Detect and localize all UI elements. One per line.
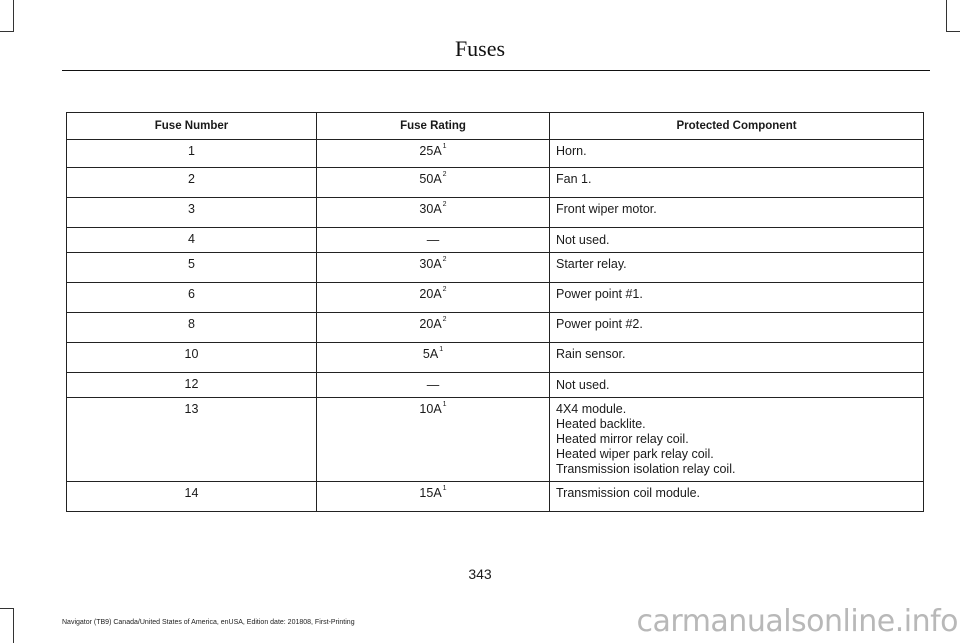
fuse-rating-value: 20A <box>419 287 442 301</box>
crop-mark-top-right-h <box>946 31 960 32</box>
protected-component-text: Fan 1. <box>556 172 592 186</box>
fuse-table <box>66 112 924 512</box>
protected-component-text: Transmission isolation relay coil. <box>556 462 736 476</box>
fuse-rating-cell <box>317 140 550 168</box>
protected-component-cell <box>550 482 924 512</box>
footnote-marker: 2 <box>442 171 447 178</box>
table-row <box>67 313 924 343</box>
fuse-number-cell: 3 <box>67 198 317 228</box>
protected-component-cell <box>550 168 924 198</box>
fuse-rating-cell <box>317 198 550 228</box>
fuse-rating-cell <box>317 168 550 198</box>
table-row <box>67 228 924 253</box>
fuse-rating-value: 30A <box>419 257 442 271</box>
protected-component-text: Transmission coil module. <box>556 486 701 500</box>
protected-component-text: Heated mirror relay coil. <box>556 432 689 446</box>
protected-component-cell <box>550 140 924 168</box>
fuse-table-body <box>67 140 924 512</box>
protected-component-cell <box>550 253 924 283</box>
protected-component-text: Not used. <box>556 378 610 392</box>
protected-component-cell <box>550 398 924 482</box>
table-header-row <box>67 113 924 140</box>
fuse-rating-cell <box>317 253 550 283</box>
protected-component-cell <box>550 228 924 253</box>
fuse-rating-value: — <box>426 233 440 247</box>
fuse-rating-cell <box>317 313 550 343</box>
page-title: Fuses <box>454 36 506 61</box>
fuse-number-cell: 12 <box>67 373 317 398</box>
crop-mark-top-left-h <box>0 31 14 32</box>
fuse-rating-value: 10A <box>419 402 442 416</box>
protected-component-text: Not used. <box>556 233 610 247</box>
footnote-marker: 1 <box>442 401 447 408</box>
fuse-rating-cell <box>317 398 550 482</box>
crop-mark-bottom-left-v <box>13 608 14 643</box>
header-rule <box>62 70 930 71</box>
fuse-number-cell: 10 <box>67 343 317 373</box>
protected-component-text: Front wiper motor. <box>556 202 657 216</box>
page-number: 343 <box>468 566 492 582</box>
protected-component-text: 4X4 module. <box>556 402 627 416</box>
protected-component-cell <box>550 198 924 228</box>
protected-component-text: Horn. <box>556 144 587 158</box>
table-row <box>67 283 924 313</box>
fuse-rating-value: 20A <box>419 317 442 331</box>
fuse-rating-cell <box>317 228 550 253</box>
crop-mark-top-right-v <box>946 0 947 32</box>
fuse-number-cell: 6 <box>67 283 317 313</box>
fuse-rating-value: 5A <box>422 347 439 361</box>
table-row <box>67 482 924 512</box>
crop-mark-top-left-v <box>13 0 14 32</box>
fuse-number-cell: 1 <box>67 140 317 168</box>
fuse-rating-value: 15A <box>419 486 442 500</box>
table-row <box>67 168 924 198</box>
fuse-number-cell: 5 <box>67 253 317 283</box>
fuse-rating-value: 50A <box>419 172 442 186</box>
fuse-rating-value: — <box>426 378 440 392</box>
watermark: carmanualsonline.info <box>636 604 958 639</box>
footnote-marker: 2 <box>442 286 447 293</box>
protected-component-text: Power point #1. <box>556 287 643 301</box>
fuse-number-cell: 8 <box>67 313 317 343</box>
column-header-fuse-rating: Fuse Rating <box>317 113 550 140</box>
fuse-number-cell: 4 <box>67 228 317 253</box>
table-row <box>67 198 924 228</box>
fuse-number-cell: 14 <box>67 482 317 512</box>
table-row <box>67 253 924 283</box>
table-row <box>67 398 924 482</box>
fuse-rating-cell <box>317 482 550 512</box>
protected-component-cell <box>550 283 924 313</box>
footnote-marker: 2 <box>442 316 447 323</box>
fuse-number-cell: 13 <box>67 398 317 482</box>
fuse-rating-cell <box>317 373 550 398</box>
footer-edition-text: Navigator (TB9) Canada/United States of America, enUSA, Edition date: 201808, First-Printing <box>62 619 355 626</box>
footnote-marker: 1 <box>442 485 447 492</box>
fuse-number-cell: 2 <box>67 168 317 198</box>
column-header-protected-component: Protected Component <box>550 113 924 140</box>
protected-component-cell <box>550 343 924 373</box>
crop-mark-bottom-left-h <box>0 608 14 609</box>
protected-component-cell <box>550 313 924 343</box>
table-row <box>67 373 924 398</box>
fuse-rating-cell <box>317 283 550 313</box>
fuse-rating-value: 30A <box>419 202 442 216</box>
footnote-marker: 2 <box>442 256 447 263</box>
footnote-marker: 1 <box>439 346 444 353</box>
protected-component-text: Heated backlite. <box>556 417 646 431</box>
protected-component-text: Starter relay. <box>556 257 627 271</box>
column-header-fuse-number: Fuse Number <box>67 113 317 140</box>
protected-component-text: Power point #2. <box>556 317 643 331</box>
protected-component-text: Heated wiper park relay coil. <box>556 447 714 461</box>
fuse-rating-cell <box>317 343 550 373</box>
protected-component-text: Rain sensor. <box>556 347 626 361</box>
footnote-marker: 1 <box>442 143 447 150</box>
footnote-marker: 2 <box>442 201 447 208</box>
table-row <box>67 140 924 168</box>
fuse-rating-value: 25A <box>419 144 442 158</box>
protected-component-cell <box>550 373 924 398</box>
table-row <box>67 343 924 373</box>
